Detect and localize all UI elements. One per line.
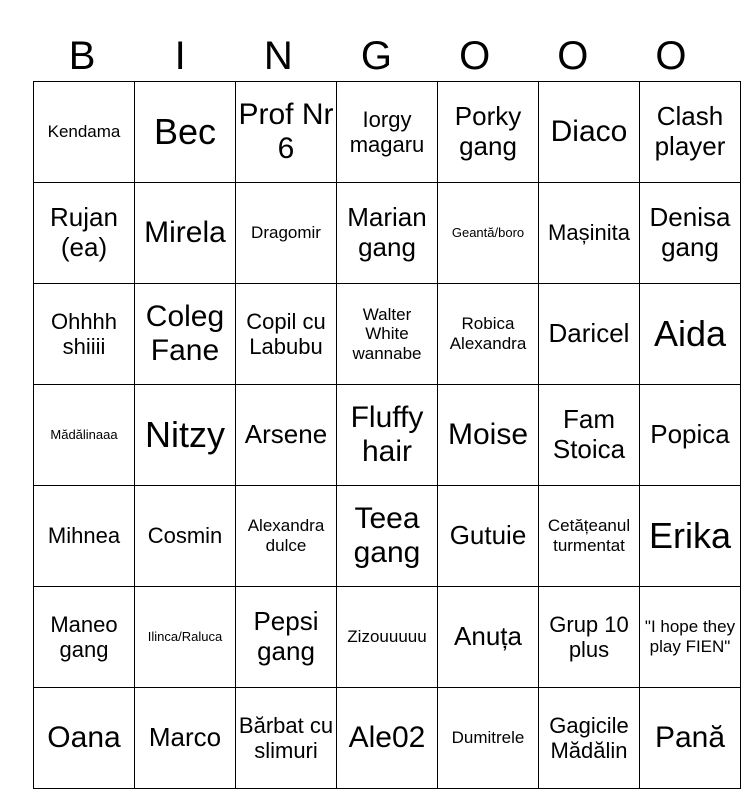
header-letter-o-3: O [655, 34, 687, 78]
bingo-cell[interactable]: Robica Alexandra [438, 284, 539, 385]
bingo-cell[interactable]: Diaco [539, 82, 640, 183]
bingo-cell[interactable]: Moise [438, 385, 539, 486]
bingo-cell[interactable]: Teea gang [337, 486, 438, 587]
bingo-cell[interactable]: Fluffy hair [337, 385, 438, 486]
bingo-cell[interactable]: Aida [640, 284, 741, 385]
board-row [34, 385, 741, 486]
bingo-cell[interactable]: Ale02 [337, 688, 438, 789]
bingo-cell[interactable]: Zizouuuuu [337, 587, 438, 688]
header-letter-n: N [263, 34, 293, 78]
bingo-cell[interactable]: Daricel [539, 284, 640, 385]
bingo-cell[interactable]: Pană [640, 688, 741, 789]
bingo-cell[interactable]: Iorgy magaru [337, 82, 438, 183]
bingo-board [33, 81, 741, 789]
bingo-cell[interactable]: Arsene [236, 385, 337, 486]
bingo-cell[interactable]: Prof Nr 6 [236, 82, 337, 183]
bingo-cell[interactable]: Pepsi gang [236, 587, 337, 688]
bingo-cell[interactable]: Coleg Fane [135, 284, 236, 385]
bingo-cell[interactable]: Anuța [438, 587, 539, 688]
bingo-cell[interactable]: Marian gang [337, 183, 438, 284]
bingo-cell[interactable]: Oana [34, 688, 135, 789]
bingo-cell[interactable]: "I hope they play FIEN" [640, 587, 741, 688]
bingo-cell[interactable]: Kendama [34, 82, 135, 183]
bingo-cell[interactable]: Marco [135, 688, 236, 789]
bingo-cell[interactable]: Walter White wannabe [337, 284, 438, 385]
bingo-cell[interactable]: Clash player [640, 82, 741, 183]
bingo-cell[interactable]: Cetățeanul turmentat [539, 486, 640, 587]
bingo-cell[interactable]: Grup 10 plus [539, 587, 640, 688]
board-row [34, 284, 741, 385]
header-letter-i: I [174, 34, 186, 78]
bingo-cell[interactable]: Erika [640, 486, 741, 587]
bingo-cell[interactable]: Nitzy [135, 385, 236, 486]
bingo-cell[interactable]: Dumitrele [438, 688, 539, 789]
bingo-cell[interactable]: Bec [135, 82, 236, 183]
board-row [34, 587, 741, 688]
bingo-cell[interactable]: Mihnea [34, 486, 135, 587]
bingo-cell[interactable]: Geantă/boro [438, 183, 539, 284]
bingo-cell[interactable]: Popica [640, 385, 741, 486]
bingo-cell[interactable]: Cosmin [135, 486, 236, 587]
bingo-cell[interactable]: Mirela [135, 183, 236, 284]
bingo-cell[interactable]: Alexandra dulce [236, 486, 337, 587]
bingo-cell[interactable]: Fam Stoica [539, 385, 640, 486]
bingo-cell[interactable]: Ohhhh shiiii [34, 284, 135, 385]
bingo-header [33, 30, 720, 82]
bingo-cell[interactable]: Mădălinaaa [34, 385, 135, 486]
bingo-cell[interactable]: Ilinca/Raluca [135, 587, 236, 688]
bingo-cell[interactable]: Maneo gang [34, 587, 135, 688]
header-letter-o-2: O [557, 34, 589, 78]
board-row [34, 82, 741, 183]
bingo-cell[interactable]: Bărbat cu slimuri [236, 688, 337, 789]
bingo-cell[interactable]: Denisa gang [640, 183, 741, 284]
board-row [34, 183, 741, 284]
bingo-cell[interactable]: Rujan (ea) [34, 183, 135, 284]
header-letter-g: G [360, 34, 393, 78]
bingo-cell[interactable]: Mașinita [539, 183, 640, 284]
header-letter-o-1: O [459, 34, 491, 78]
header-letter-b: B [68, 34, 96, 78]
bingo-cell[interactable]: Porky gang [438, 82, 539, 183]
board-row [34, 486, 741, 587]
bingo-cell[interactable]: Gagicile Mădălin [539, 688, 640, 789]
bingo-cell[interactable]: Dragomir [236, 183, 337, 284]
bingo-cell[interactable]: Gutuie [438, 486, 539, 587]
board-row [34, 688, 741, 789]
bingo-cell[interactable]: Copil cu Labubu [236, 284, 337, 385]
